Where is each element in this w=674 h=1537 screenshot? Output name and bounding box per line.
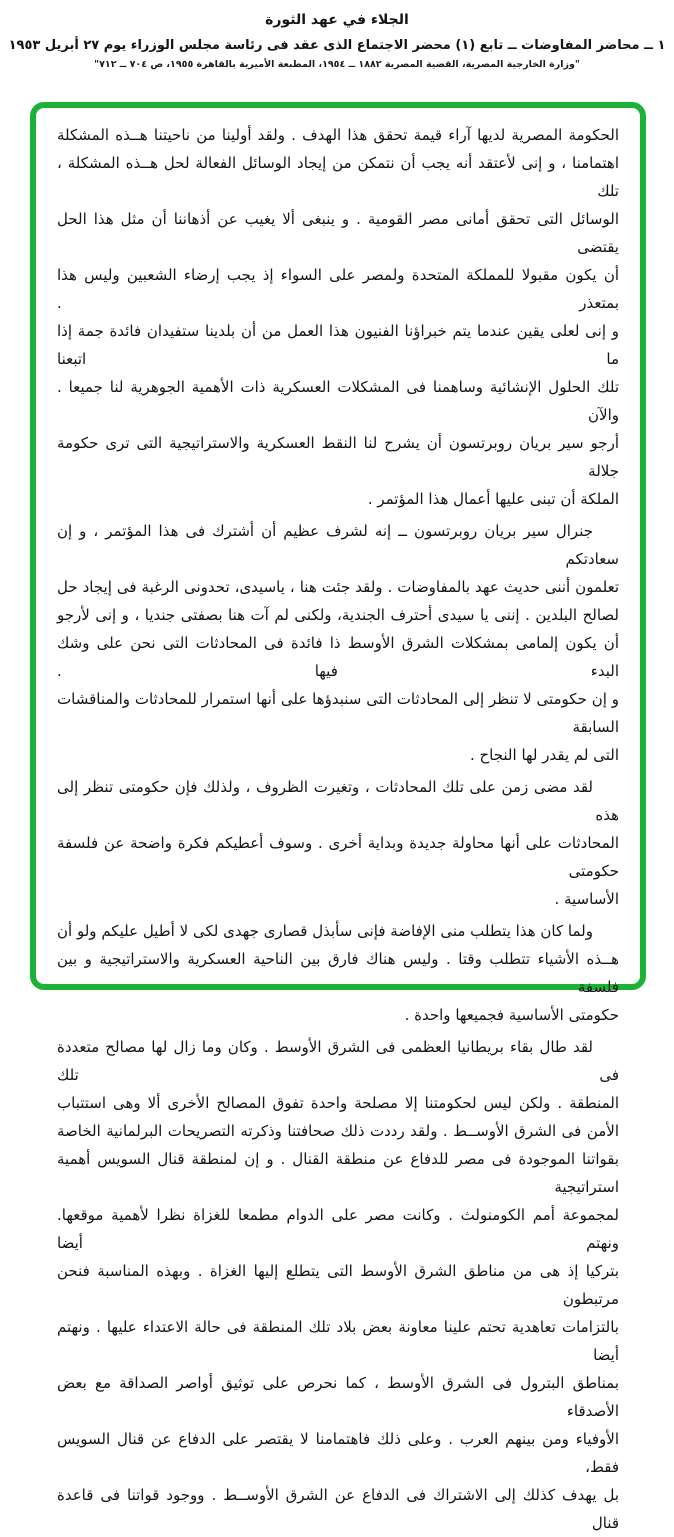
paragraph <box>57 917 619 1029</box>
text-line: الأساسية . <box>554 890 619 908</box>
text-line: هــذه الأشياء تتطلب وقتا . وليس هناك فارق بين الناحية العسكرية والاستراتيجية و بين فلسفة <box>57 950 619 996</box>
text-line: لقد مضى زمن على تلك المحادثات ، وتغيرت الظروف ، ولذلك فإن حكومتى تنظر إلى هذه <box>57 778 619 824</box>
text-line: التى لم يقدر لها النجاح . <box>469 746 619 764</box>
text-line: أرجو سير بريان روبرتسون أن يشرح لنا النقط العسكرية والاستراتيجية التى ترى حكومة جلالة <box>57 434 619 480</box>
doc-title: الجلاء في عهد الثورة <box>265 12 409 28</box>
text-line: أن يكون مقبولا للمملكة المتحدة ولمصر على السواء إذ يجب إرضاء الشعبين وليس هذا بمتعذر . <box>57 266 619 312</box>
doc-subtitle: ١ ــ محاضر المفاوضات ــ تابع (١) محضر الاجتماع الذى عقد فى رئاسة مجلس الوزراء يوم ٢٧ أبريل ١٩٥٣ <box>8 38 666 53</box>
paragraph <box>57 1033 619 1537</box>
text-line: اهتمامنا ، و إنى لأعتقد أنه يجب أن نتمكن من إيجاد الوسائل الفعالة لحل هــذه المشكلة ، تلك <box>57 154 619 200</box>
text-line: لمجموعة أمم الكومنولث . وكانت مصر على الدوام مطمعا للغزاة نظرا لأهمية موقعها. ونهتم أيضا <box>57 1206 619 1252</box>
highlight-box <box>30 102 646 1532</box>
text-line: لصالح البلدين . إننى يا سيدى أحترف الجندية، ولكنى لم آت هنا بصفتى جنديا ، و إنى لأرجو <box>57 606 619 624</box>
text-line: حكومتى الأساسية فجميعها واحدة . <box>404 1006 619 1024</box>
text-line: بقواتنا الموجودة فى مصر للدفاع عن منطقة القنال . و إن لمنطقة قنال السويس أهمية استراتيجية <box>57 1150 619 1196</box>
doc-source-citation: "وزارة الخارجية المصرية، القضية المصرية ١٨٨٢ ــ ١٩٥٤، المطبعة الأميرية بالقاهرة ١٩٥٥، ص ٧٠٤ ــ ٧١٢" <box>94 59 580 70</box>
paragraph <box>57 121 619 513</box>
text-line: الأمن فى الشرق الأوســط . ولقد رددت ذلك صحافتنا وذكرته التصريحات البرلمانية الخاصة <box>57 1122 619 1140</box>
text-line: تعلمون أننى حديث عهد بالمفاوضات . ولقد جئت هنا ، ياسيدى، تحدونى الرغبة فى إيجاد حل <box>57 578 619 596</box>
paragraph <box>57 773 619 913</box>
text-line: المنطقة . ولكن ليس لحكومتنا إلا مصلحة واحدة تفوق المصالح الأخرى ألا وهى استتباب <box>57 1094 619 1112</box>
paragraph <box>57 517 619 769</box>
text-line: بمناطق البترول فى الشرق الأوسط ، كما نحرص على توثيق أواصر الصداقة مع بعض الأصدقاء <box>57 1374 619 1420</box>
text-line: أن يكون إلمامى بمشكلات الشرق الأوسط ذا فائدة فى المحادثات التى نحن على وشك البدء فيها . <box>57 634 619 680</box>
text-line: جنرال سير بريان روبرتسون ــ إنه لشرف عظيم أن أشترك فى هذا المؤتمر ، و إن سعادتكم <box>57 522 619 568</box>
text-line: تلك الحلول الإنشائية وساهمنا فى المشكلات العسكرية ذات الأهمية الجوهرية لنا جميعا . والآن <box>57 378 619 424</box>
document-body <box>57 121 619 1537</box>
text-line: الأوفياء ومن بينهم العرب . وعلى ذلك فاهتمامنا لا يقتصر على الدفاع عن قنال السويس فقط، <box>57 1430 619 1476</box>
text-line: و إن حكومتى لا تنظر إلى المحادثات التى سنبدؤها على أنها استمرار للمحادثات والمناقشات السابقة <box>57 690 619 736</box>
text-line: بتركيا إذ هى من مناطق الشرق الأوسط التى يتطلع إليها الغزاة . وبهذه المناسبة فنحن مرتبطون <box>57 1262 619 1308</box>
text-line: المحادثات على أنها محاولة جديدة وبداية أخرى . وسوف أعطيكم فكرة واضحة عن فلسفة حكومتى <box>57 834 619 880</box>
text-line: بالتزامات تعاهدية تحتم علينا معاونة بعض بلاد تلك المنطقة فى حالة الاعتداء عليها . ونهتم أيضا <box>57 1318 619 1364</box>
text-line: و إنى لعلى يقين عندما يتم خبراؤنا الفنيون هذا العمل من أن بلدينا ستفيدان فائدة جمة إذا ما اتبعنا <box>57 322 619 368</box>
text-line: الحكومة المصرية لديها آراء قيمة تحقق هذا الهدف . ولقد أولينا من ناحيتنا هــذه المشكلة <box>57 126 619 144</box>
page-header <box>0 0 674 70</box>
text-line: الوسائل التى تحقق أمانى مصر القومية . و ينبغى ألا يغيب عن أذهاننا أن مثل هذا الحل يقتضى <box>57 210 619 256</box>
text-line: ولما كان هذا يتطلب منى الإفاضة فإنى سأبذل قصارى جهدى لكى لا أطيل عليكم ولو أن <box>57 922 593 940</box>
text-line: الملكة أن تبنى عليها أعمال هذا المؤتمر . <box>367 490 619 508</box>
text-line: لقد طال بقاء بريطانيا العظمى فى الشرق الأوسط . وكان وما زال لها مصالح متعددة فى تلك <box>57 1038 619 1084</box>
text-line: بل يهدف كذلك إلى الاشتراك فى الدفاع عن الشرق الأوســط . ووجود قواتنا فى قاعدة قنال <box>57 1486 619 1532</box>
